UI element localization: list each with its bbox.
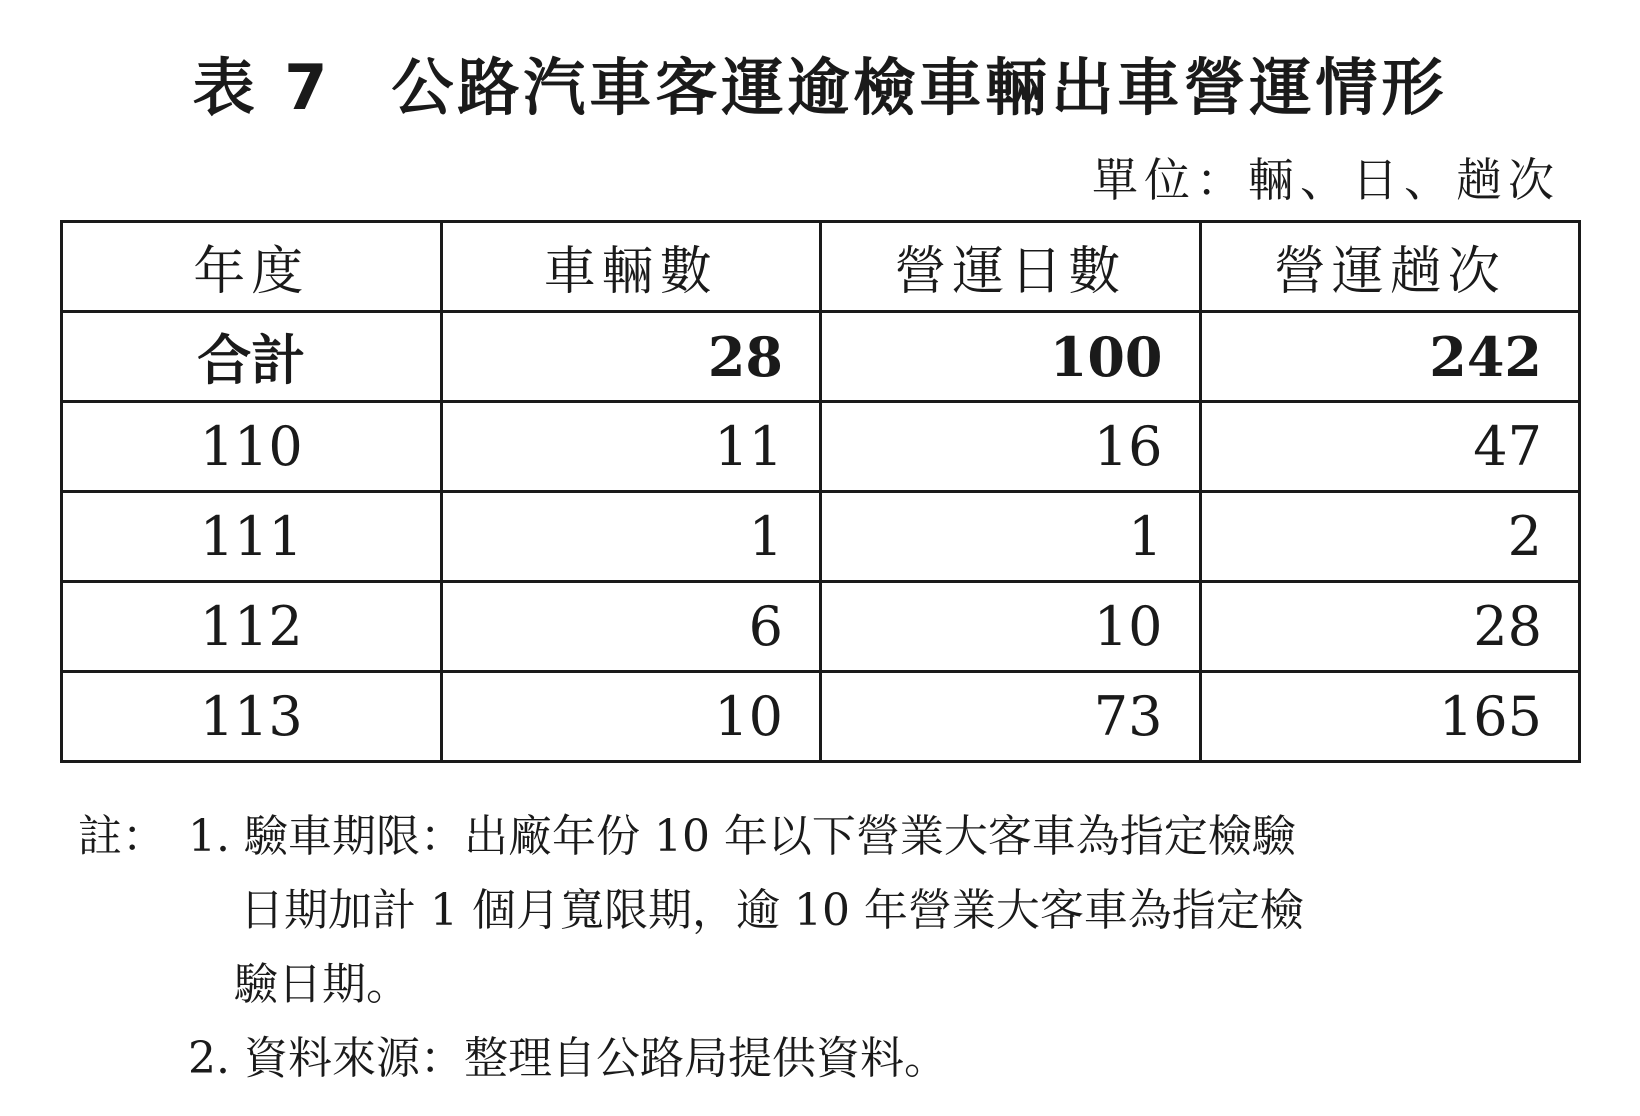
cell-days: 1	[821, 492, 1201, 582]
header-vehicles: 車輛數	[441, 222, 821, 312]
table-row	[62, 672, 1580, 762]
note-2: 2. 資料來源：整理自公路局提供資料。	[188, 1033, 948, 1084]
header-days: 營運日數	[821, 222, 1201, 312]
cell-year: 112	[62, 582, 442, 672]
header-trips: 營運趟次	[1200, 222, 1580, 312]
cell-trips: 2	[1200, 492, 1580, 582]
cell-trips: 242	[1200, 312, 1580, 402]
header-row	[62, 222, 1580, 312]
note-1-line-2: 日期加計 1 個月寬限期，逾 10 年營業大客車為指定檢	[240, 885, 1304, 936]
note-1-text: 1. 驗車期限：出廠年份 10 年以下營業大客車為指定檢驗	[188, 811, 1296, 862]
unit-label: 單位：輛、日、趟次	[1092, 153, 1560, 207]
note-1-line-3: 驗日期。	[234, 959, 410, 1010]
cell-days: 10	[821, 582, 1201, 672]
cell-year: 111	[62, 492, 442, 582]
table-row	[62, 492, 1580, 582]
cell-trips: 165	[1200, 672, 1580, 762]
cell-days: 100	[821, 312, 1201, 402]
header-year: 年度	[62, 222, 442, 312]
cell-vehicles: 10	[441, 672, 821, 762]
cell-trips: 47	[1200, 402, 1580, 492]
data-table	[60, 220, 1581, 763]
notes	[78, 800, 1578, 1096]
table-number: 表 7	[192, 51, 332, 124]
cell-year: 113	[62, 672, 442, 762]
table-title	[0, 38, 1640, 138]
table-row-total	[62, 312, 1580, 402]
table-row	[62, 402, 1580, 492]
table-title-text: 公路汽車客運逾檢車輛出車營運情形	[391, 51, 1448, 124]
table-row	[62, 582, 1580, 672]
cell-vehicles: 1	[441, 492, 821, 582]
cell-days: 73	[821, 672, 1201, 762]
cell-trips: 28	[1200, 582, 1580, 672]
cell-vehicles: 11	[441, 402, 821, 492]
cell-vehicles: 28	[441, 312, 821, 402]
cell-year: 110	[62, 402, 442, 492]
cell-vehicles: 6	[441, 582, 821, 672]
cell-year: 合計	[62, 312, 442, 402]
notes-prefix: 註：	[78, 811, 166, 862]
cell-days: 16	[821, 402, 1201, 492]
note-1-line-1	[78, 800, 1578, 874]
